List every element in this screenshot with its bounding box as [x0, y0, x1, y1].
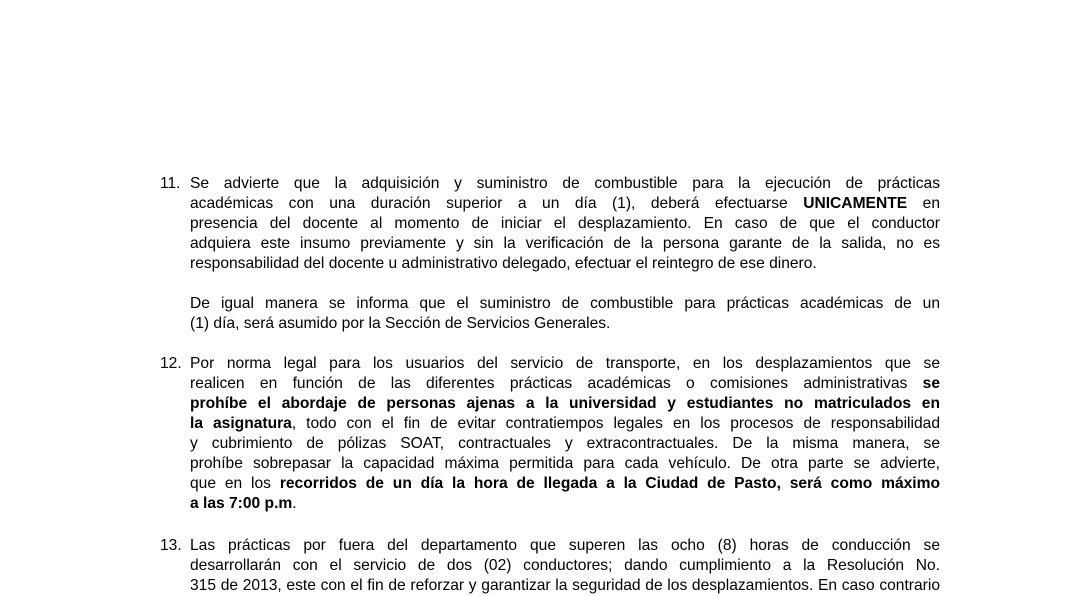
- text-run: académicas con una duración superior a un día (1), deberá efectuarse: [190, 195, 788, 212]
- bold-text: se: [922, 375, 940, 392]
- list-item-number: 11.: [160, 175, 181, 192]
- paragraph-line: responsabilidad del docente u administrativo delegado, efectuar el reintegro de ese dinero.: [190, 255, 817, 272]
- text-run: .: [292, 495, 297, 512]
- paragraph-line: Las prácticas por fuera del departamento que superen las ocho (8) horas de conducción se: [190, 537, 940, 554]
- bold-text: a las 7:00 p.m: [190, 495, 293, 512]
- text-run: , todo con el fin de evitar contratiempos legales en los procesos de responsabilidad: [291, 415, 941, 432]
- list-item-number: 13.: [160, 537, 182, 554]
- paragraph-line: presencia del docente al momento de iniciar el desplazamiento. En caso de que el conductor: [190, 215, 940, 232]
- text-run: que en los: [190, 475, 271, 492]
- paragraph-line: prohíbe sobrepasar la capacidad máxima permitida para cada vehículo. De otra parte se advierte,: [190, 455, 940, 472]
- paragraph-line: [190, 474, 940, 494]
- paragraph-line: y cubrimiento de pólizas SOAT, contractuales y extracontractuales. De la misma manera, se: [190, 435, 940, 452]
- paragraph-line: adquiera este insumo previamente y sin la verificación de la persona garante de la salida, no es: [190, 235, 940, 252]
- paragraph-line: [190, 394, 940, 414]
- list-item-number: 12.: [160, 355, 182, 372]
- paragraph-line: [190, 414, 940, 434]
- bold-text: prohíbe el abordaje de personas ajenas a la universidad y estudiantes no matriculados en: [190, 395, 940, 412]
- paragraph-line: [190, 194, 940, 214]
- bold-text: la asignatura: [190, 415, 292, 432]
- paragraph-line: (1) día, será asumido por la Sección de Servicios Generales.: [190, 315, 611, 332]
- paragraph-line: desarrollarán con el servicio de dos (02) conductores; dando cumplimiento a la Resolución No.: [190, 557, 940, 574]
- paragraph-line: [190, 494, 940, 514]
- paragraph-line: Por norma legal para los usuarios del servicio de transporte, en los desplazamientos que se: [190, 355, 940, 372]
- paragraph-line: Se advierte que la adquisición y suministro de combustible para la ejecución de prácticas: [190, 175, 940, 192]
- text-run: en: [922, 195, 940, 212]
- paragraph-line: De igual manera se informa que el suministro de combustible para prácticas académicas de un: [190, 295, 940, 312]
- paragraph-line: 315 de 2013, este con el fin de reforzar y garantizar la seguridad de los desplazamientos. En caso contrario: [190, 577, 940, 594]
- bold-text: recorridos de un día la hora de llegada a la Ciudad de Pasto, será como máximo: [279, 475, 941, 492]
- bold-text: UNICAMENTE: [803, 195, 908, 212]
- paragraph-line: [190, 374, 940, 394]
- text-run: realicen en función de las diferentes prácticas académicas o comisiones administrativas: [190, 375, 908, 392]
